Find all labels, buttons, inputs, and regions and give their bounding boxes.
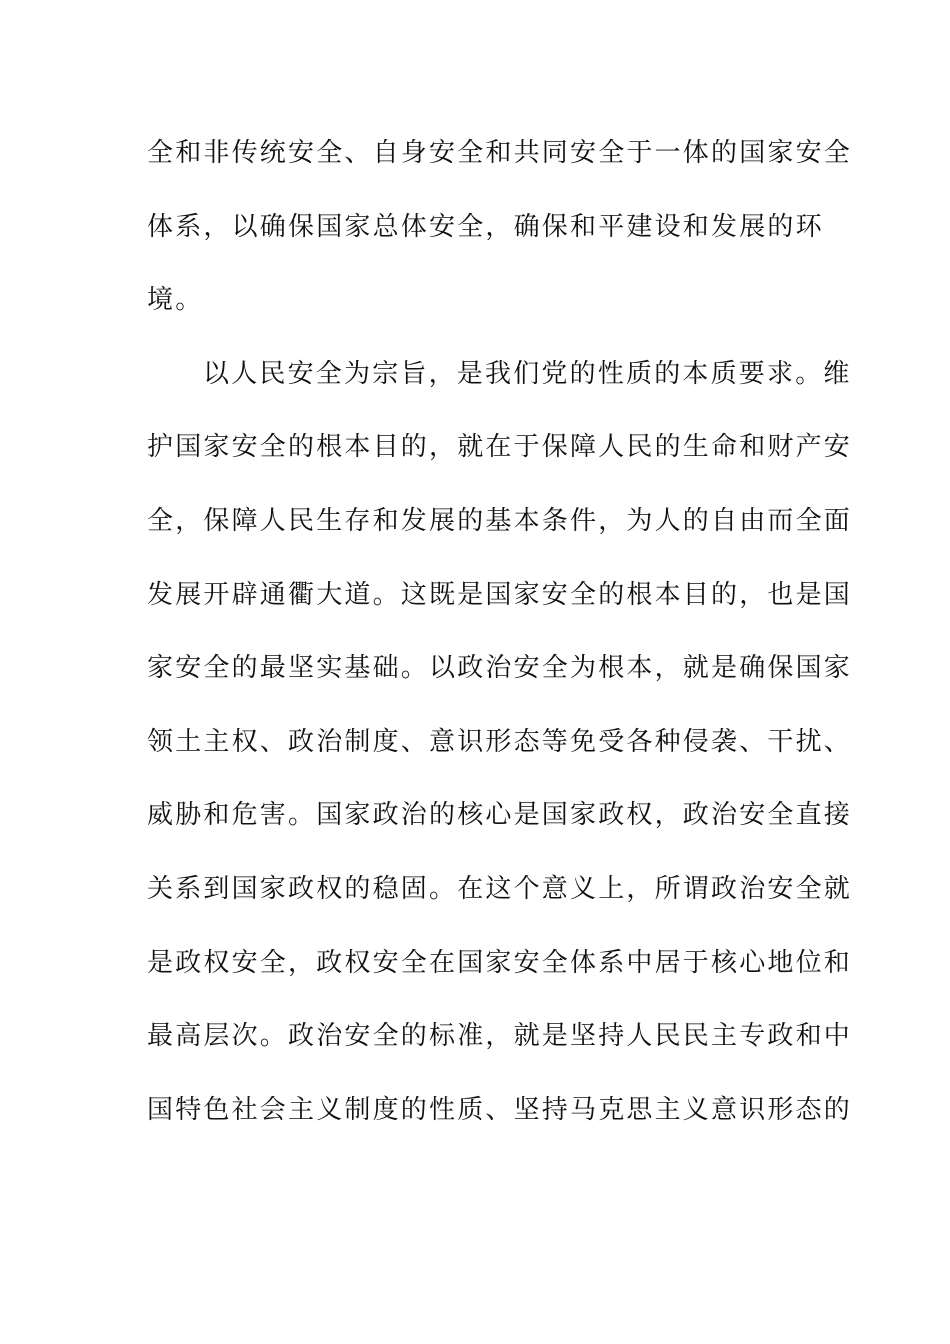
- text-line: 发展开辟通衢大道。这既是国家安全的根本目的，也是国: [147, 579, 853, 610]
- text-line: 全和非传统安全、自身安全和共同安全于一体的国家安全: [147, 138, 853, 168]
- text-line: 是政权安全，政权安全在国家安全体系中居于核心地位和: [147, 947, 853, 978]
- text-line: 体系，以确保国家总体安全，确保和平建设和发展的环: [147, 211, 824, 242]
- text-line: 境。: [147, 285, 204, 316]
- body-text: [147, 127, 853, 1157]
- text-line: 国特色社会主义制度的性质、坚持马克思主义意识形态的: [147, 1094, 853, 1125]
- text-line: 以人民安全为宗旨，是我们党的性质的本质要求。维: [203, 358, 852, 389]
- text-line: 全，保障人民生存和发展的基本条件，为人的自由而全面: [147, 505, 853, 536]
- text-line: 最高层次。政治安全的标准，就是坚持人民民主专政和中: [147, 1021, 853, 1052]
- text-line: 家安全的最坚实基础。以政治安全为根本，就是确保国家: [147, 653, 853, 684]
- text-line: 护国家安全的根本目的，就在于保障人民的生命和财产安: [147, 432, 853, 463]
- text-line: 威胁和危害。国家政治的核心是国家政权，政治安全直接: [147, 800, 853, 831]
- paragraph-1: [147, 127, 853, 348]
- text-line: 领土主权、政治制度、意识形态等免受各种侵袭、干扰、: [147, 726, 853, 757]
- paragraph-2: [147, 348, 853, 1158]
- text-line: 关系到国家政权的稳固。在这个意义上，所谓政治安全就: [147, 873, 853, 904]
